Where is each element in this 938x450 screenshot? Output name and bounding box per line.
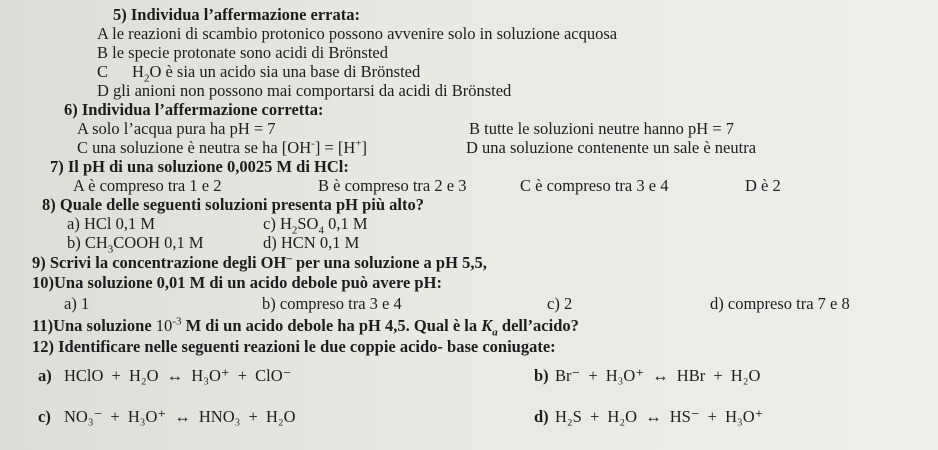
q11-mid: M di un acido debole ha pH 4,5. Qual è la xyxy=(181,316,482,335)
q5-title: 5) Individua l’affermazione errata: xyxy=(113,5,360,24)
q10-option-d: d) compreso tra 7 e 8 xyxy=(710,294,850,313)
q6-option-b: B tutte le soluzioni neutre hanno pH = 7 xyxy=(469,119,735,138)
q8-c-sub2: 4 xyxy=(318,224,324,237)
q6-c-pre: C una soluzione è neutra se ha [OH xyxy=(77,138,312,157)
q12-b-equation: Br⁻ + H₃O⁺ ↔ HBr + H₂O xyxy=(555,366,761,385)
q11-exp: -3 xyxy=(172,315,182,328)
q5-option-b: B le specie protonate sono acidi di Brönsted xyxy=(97,43,388,62)
q5-c-letter: C xyxy=(97,62,109,81)
q7-option-c: C è compreso tra 3 e 4 xyxy=(520,176,669,195)
q12-d-label: d) xyxy=(534,407,549,426)
q8-option-a: a) HCl 0,1 M xyxy=(67,214,155,233)
q10-title: 10)Una soluzione 0,01 M di un acido debole può avere pH: xyxy=(32,273,442,292)
q12-title: 12) Identificare nelle seguenti reazioni le due coppie acido- base coniugate: xyxy=(32,337,556,356)
q12-a-equation: HClO + H₂O ↔ H₃O⁺ + ClO⁻ xyxy=(64,366,292,385)
q8-c-end: 0,1 M xyxy=(323,214,368,233)
q5-option-d: D gli anioni non possono mai comportarsi da acidi di Brönsted xyxy=(97,81,512,100)
q11-ksub: a xyxy=(492,326,498,339)
q7-option-b: B è compreso tra 2 e 3 xyxy=(318,176,467,195)
q8-option-b xyxy=(67,233,204,256)
q11-base: 10 xyxy=(155,316,173,335)
q8-option-d: d) HCN 0,1 M xyxy=(263,233,360,252)
q12-a-label: a) xyxy=(38,366,52,385)
q5-c-h: H xyxy=(132,62,144,81)
q9-post: per una soluzione a pH 5,5, xyxy=(291,253,487,272)
q8-b-sub: 3 xyxy=(107,243,114,256)
q11-k: K xyxy=(481,316,493,335)
q6-c-end: ] xyxy=(361,138,367,157)
q5-option-a: A le reazioni di scambio protonico possono avvenire solo in soluzione acquosa xyxy=(97,24,618,43)
q9-pre: 9) Scrivi la concentrazione degli OH xyxy=(32,253,287,272)
q8-title: 8) Quale delle seguenti soluzioni presenta pH più alto? xyxy=(42,195,424,214)
q5-option-c xyxy=(97,62,421,85)
q12-c-equation: NO₃⁻ + H₃O⁺ ↔ HNO₃ + H₂O xyxy=(64,407,296,426)
q6-option-d: D una soluzione contenente un sale è neutra xyxy=(466,138,757,157)
q12-b-label: b) xyxy=(534,366,549,385)
q10-option-a: a) 1 xyxy=(64,294,90,313)
q8-b-pre: b) CH xyxy=(67,233,108,252)
q11-pre: 11)Una soluzione xyxy=(32,316,156,335)
q5-c-sub: 2 xyxy=(143,72,150,85)
q6-title: 6) Individua l’affermazione corretta: xyxy=(64,100,324,119)
q7-title: 7) Il pH di una soluzione 0,0025 M di HCl: xyxy=(50,157,349,176)
q9-title xyxy=(32,253,487,272)
q12-c-label: c) xyxy=(38,407,51,426)
q7-option-d: D è 2 xyxy=(745,176,781,195)
q5-c-rest: O è sia un acido sia una base di Brönsted xyxy=(149,62,421,81)
q6-option-c xyxy=(77,138,367,157)
q6-c-sup1: - xyxy=(311,137,315,150)
q9-sup: – xyxy=(286,252,292,265)
q6-c-mid: ] = [H xyxy=(314,138,356,157)
q10-option-b: b) compreso tra 3 e 4 xyxy=(262,294,402,313)
q6-c-sup2: + xyxy=(355,137,362,150)
q8-c-pre: c) H xyxy=(263,214,292,233)
q10-option-c: c) 2 xyxy=(547,294,573,313)
q7-option-a: A è compreso tra 1 e 2 xyxy=(73,176,222,195)
q8-c-mid: SO xyxy=(297,214,319,233)
q8-c-sub1: 2 xyxy=(291,224,298,237)
q12-d-equation: H₂S + H₂O ↔ HS⁻ + H₃O⁺ xyxy=(555,407,764,426)
q6-option-a: A solo l’acqua pura ha pH = 7 xyxy=(77,119,276,138)
q8-b-end: COOH 0,1 M xyxy=(113,233,204,252)
q8-option-c xyxy=(263,214,368,237)
q11-title xyxy=(32,315,579,339)
q11-post: dell’acido? xyxy=(497,316,579,335)
